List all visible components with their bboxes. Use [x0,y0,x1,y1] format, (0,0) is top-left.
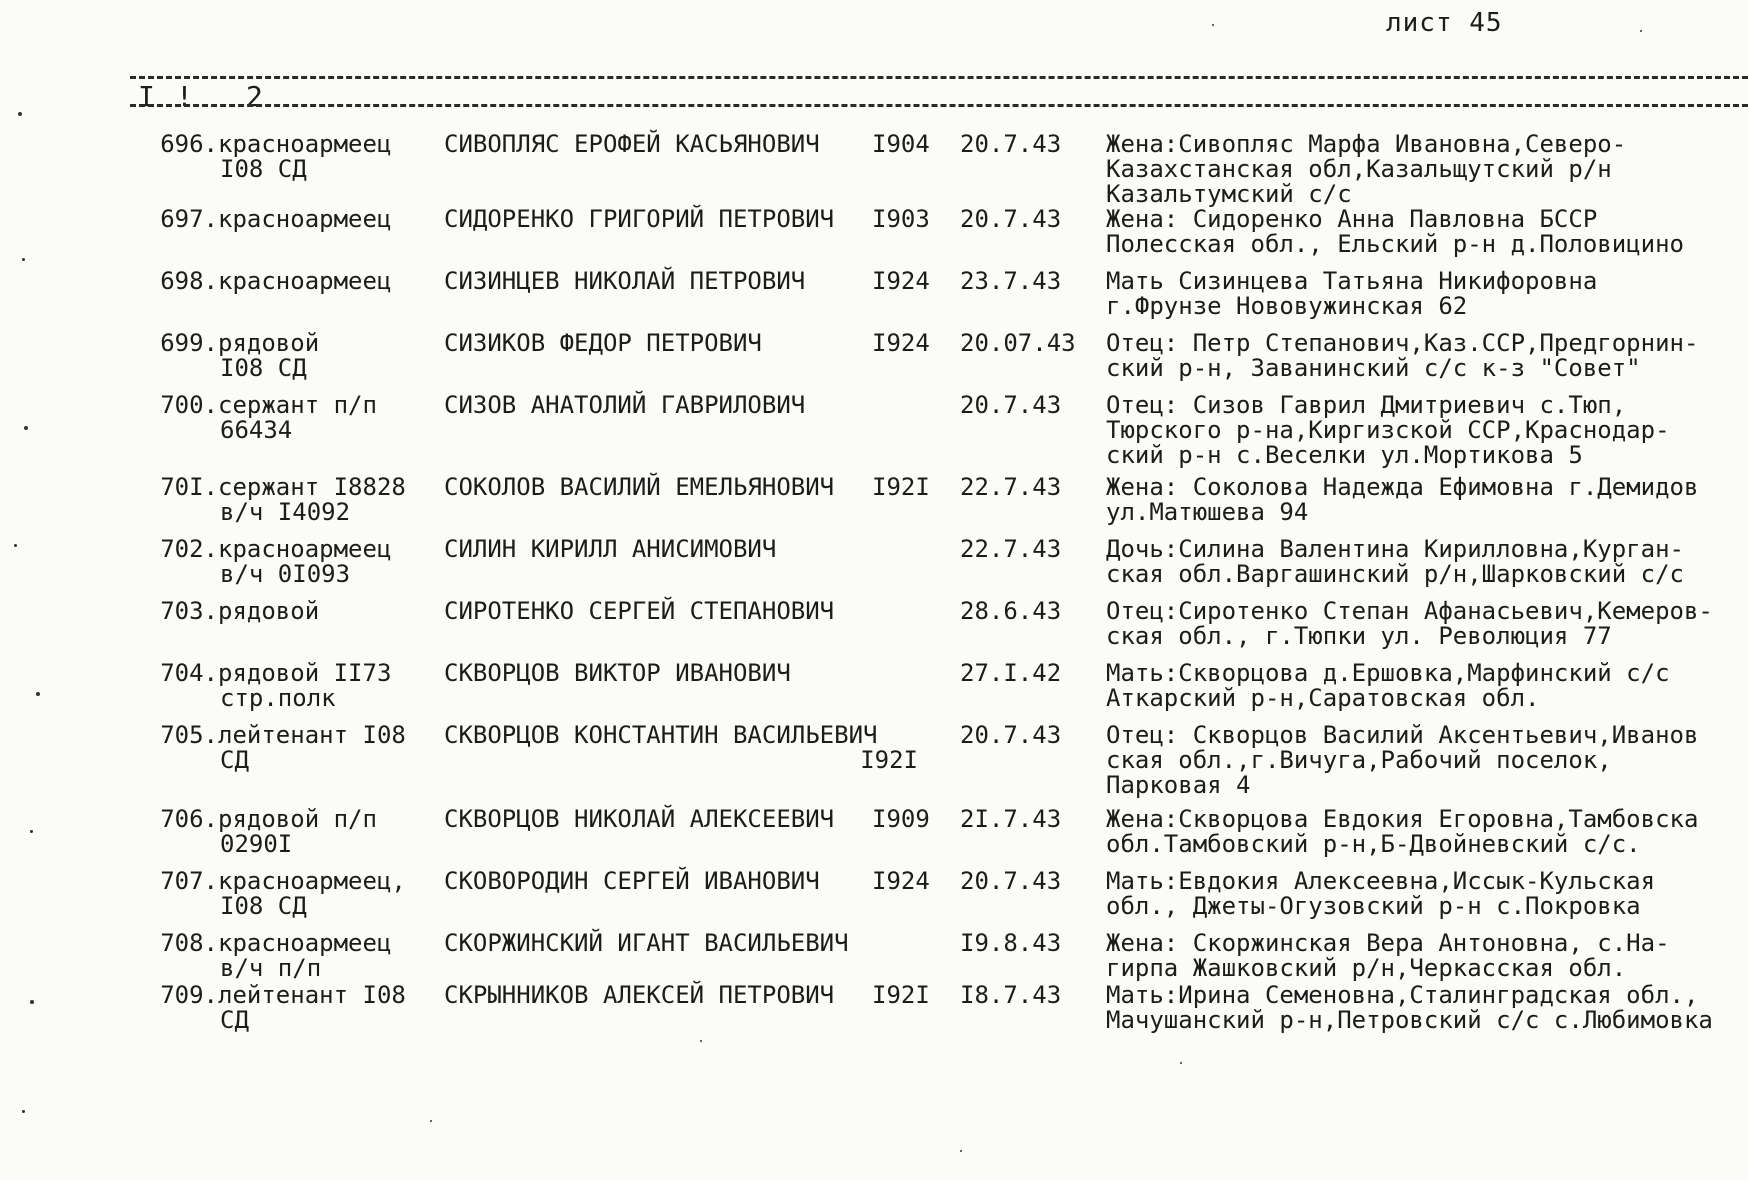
record-date: 27.I.42 [960,659,1062,687]
column-header-1: I [138,80,155,113]
record-rank [218,207,432,232]
record-full-name [444,723,924,773]
kin-line: Жена: Скоржинская Вера Антоновна, с.На- [1106,929,1670,957]
kin-line: Парковая 4 [1106,771,1251,799]
record-date: 20.7.43 [960,721,1062,749]
record-full-name [444,269,924,294]
rank-unit: в/ч п/п [220,954,322,982]
birth-year: I904 [872,130,930,158]
record-number: 696. [160,130,218,158]
record-rank [218,599,432,624]
kin-line: Казахстанская обл,Казальщутский р/н [1106,155,1612,183]
record-rank [218,869,432,919]
scan-speck [22,258,25,261]
birth-year: I924 [872,329,930,357]
kin-line: ский р-н, Заванинский с/с к-з "Совет" [1106,354,1641,382]
birth-year: I903 [872,205,930,233]
record-date: I8.7.43 [960,981,1062,1009]
rank-title: сержант I8828 [218,473,406,501]
rank-unit: СД [220,1006,249,1034]
next-of-kin [1106,807,1746,857]
next-of-kin [1106,983,1746,1033]
full-name-text: СКВОРЦОВ ВИКТОР ИВАНОВИЧ [444,659,791,687]
record-full-name [444,869,924,894]
record-rank [218,931,432,981]
full-name-text: СКОРЖИНСКИЙ ИГАНТ ВАСИЛЬЕВИЧ [444,929,849,957]
kin-line: ская обл.Варгашинский р/н,Шарковский с/с [1106,560,1684,588]
rank-title: красноармеец, [218,867,406,895]
record-number: 706. [160,805,218,833]
next-of-kin [1106,475,1746,525]
rank-unit: стр.полк [220,684,336,712]
sheet-number: лист 45 [1386,8,1503,38]
scan-speck [36,692,40,696]
rank-title: красноармеец [218,929,392,957]
birth-year: I92I [872,981,930,1009]
next-of-kin [1106,869,1746,919]
record-number: 709. [160,981,218,1009]
next-of-kin [1106,537,1746,587]
rank-title: рядовой II73 [218,659,392,687]
rank-unit: I08 СД [220,892,307,920]
rank-title: красноармеец [218,130,392,158]
full-name-text: СКРЫННИКОВ АЛЕКСЕЙ ПЕТРОВИЧ [444,981,835,1009]
record-date: 20.7.43 [960,391,1062,419]
scan-speck [960,1150,962,1152]
birth-year: I924 [872,867,930,895]
full-name-text: СКВОРЦОВ КОНСТАНТИН ВАСИЛЬЕВИЧ [444,721,878,749]
record-full-name [444,331,924,356]
full-name-text: СКВОРЦОВ НИКОЛАЙ АЛЕКСЕЕВИЧ [444,805,835,833]
record-rank [218,393,432,443]
record-rank [218,807,432,857]
record-date: 23.7.43 [960,267,1062,295]
scan-speck [18,112,22,116]
next-of-kin [1106,132,1746,207]
record-date: 22.7.43 [960,535,1062,563]
kin-line: Тюрского р-на,Киргизской ССР,Краснодар- [1106,416,1670,444]
scan-speck [14,544,17,547]
kin-line: Отец: Петр Степанович,Каз.ССР,Предгорнин- [1106,329,1699,357]
record-full-name [444,807,924,832]
record-full-name [444,661,924,686]
rank-title: сержант п/п [218,391,377,419]
record-full-name [444,599,924,624]
record-number: 705. [160,721,218,749]
rank-title: красноармеец [218,267,392,295]
kin-line: ский р-н с.Веселки ул.Мортикова 5 [1106,441,1583,469]
kin-line: Мать:Евдокия Алексеевна,Иссык-Кульская [1106,867,1656,895]
record-date: 22.7.43 [960,473,1062,501]
record-number: 708. [160,929,218,957]
next-of-kin [1106,931,1746,981]
kin-line: Жена: Соколова Надежда Ефимовна г.Демидов [1106,473,1699,501]
rank-title: лейтенант I08 [218,981,406,1009]
rank-unit: СД [220,746,249,774]
rank-title: рядовой [218,329,320,357]
column-header-2: 2 [246,80,263,113]
scan-speck [1640,30,1642,32]
kin-line: ская обл.,г.Вичуга,Рабочий поселок, [1106,746,1612,774]
birth-year: I924 [872,267,930,295]
kin-line: Жена:Скворцова Евдокия Егоровна,Тамбовска [1106,805,1699,833]
record-number: 697. [160,205,218,233]
record-date: 28.6.43 [960,597,1062,625]
record-full-name [444,475,924,500]
full-name-text: СИЗИКОВ ФЕДОР ПЕТРОВИЧ [444,329,762,357]
record-number: 699. [160,329,218,357]
scan-speck [30,830,33,833]
record-number: 707. [160,867,218,895]
next-of-kin [1106,207,1746,257]
column-header-separator: ! [176,80,193,113]
kin-line: Жена: Сидоренко Анна Павловна БССР [1106,205,1598,233]
rank-unit: I08 СД [220,155,307,183]
full-name-text: СИЛИН КИРИЛЛ АНИСИМОВИЧ [444,535,777,563]
rank-unit: 66434 [220,416,293,444]
rank-title: рядовой п/п [218,805,377,833]
scan-speck [430,1120,432,1122]
record-date: 2I.7.43 [960,805,1062,833]
kin-line: Жена:Сивопляс Марфа Ивановна,Северо- [1106,130,1627,158]
full-name-text: СИВОПЛЯС ЕРОФЕЙ КАСЬЯНОВИЧ [444,130,820,158]
next-of-kin [1106,269,1746,319]
record-rank [218,537,432,587]
rank-title: красноармеец [218,205,392,233]
scan-speck [1180,1062,1182,1064]
next-of-kin [1106,599,1746,649]
scan-speck [1212,24,1214,26]
record-full-name [444,931,924,956]
kin-line: ская обл., г.Тюпки ул. Революция 77 [1106,622,1612,650]
kin-line: Мать:Ирина Семеновна,Сталинградская обл., [1106,981,1699,1009]
full-name-text: СОКОЛОВ ВАСИЛИЙ ЕМЕЛЬЯНОВИЧ [444,473,835,501]
record-number: 704. [160,659,218,687]
record-full-name [444,393,924,418]
scan-speck [700,1040,702,1042]
kin-line: Мать:Скворцова д.Ершовка,Марфинский с/с [1106,659,1670,687]
record-number: 702. [160,535,218,563]
rank-unit: 0290I [220,830,293,858]
record-date: 20.7.43 [960,130,1062,158]
next-of-kin [1106,331,1746,381]
next-of-kin [1106,393,1746,468]
header-rule-bottom [130,104,1748,107]
birth-year-wrapped: I92I [860,746,918,774]
record-number: 700. [160,391,218,419]
next-of-kin [1106,661,1746,711]
kin-line: Отец:Сиротенко Степан Афанасьевич,Кемеров- [1106,597,1713,625]
record-full-name [444,132,924,157]
record-rank [218,661,432,711]
kin-line: Отец: Скворцов Василий Аксентьевич,Иванов [1106,721,1699,749]
kin-line: г.Фрунзе Нововужинская 62 [1106,292,1468,320]
rank-title: лейтенант I08 [218,721,406,749]
rank-unit: I08 СД [220,354,307,382]
kin-line: Аткарский р-н,Саратовская обл. [1106,684,1540,712]
record-number: 703. [160,597,218,625]
record-rank [218,269,432,294]
record-number: 698. [160,267,218,295]
record-rank [218,983,432,1033]
full-name-text: СИДОРЕНКО ГРИГОРИЙ ПЕТРОВИЧ [444,205,835,233]
record-rank [218,132,432,182]
full-name-text: СКОВОРОДИН СЕРГЕЙ ИВАНОВИЧ [444,867,820,895]
record-full-name [444,207,924,232]
record-date: 20.7.43 [960,205,1062,233]
rank-unit: в/ч 0I093 [220,560,351,588]
kin-line: ул.Матюшева 94 [1106,498,1309,526]
scan-speck [24,426,28,430]
full-name-text: СИРОТЕНКО СЕРГЕЙ СТЕПАНОВИЧ [444,597,835,625]
kin-line: Казальтумский с/с [1106,180,1352,208]
rank-unit: в/ч I4092 [220,498,351,526]
record-date: 20.7.43 [960,867,1062,895]
kin-line: Отец: Сизов Гаврил Дмитриевич с.Тюп, [1106,391,1627,419]
record-date: 20.07.43 [960,329,1076,357]
record-full-name [444,537,924,562]
rank-title: красноармеец [218,535,392,563]
record-full-name [444,983,924,1008]
birth-year: I92I [872,473,930,501]
rank-title: рядовой [218,597,320,625]
kin-line: Мать Сизинцева Татьяна Никифоровна [1106,267,1598,295]
full-name-text: СИЗОВ АНАТОЛИЙ ГАВРИЛОВИЧ [444,391,806,419]
kin-line: Дочь:Силина Валентина Кирилловна,Курган- [1106,535,1684,563]
kin-line: обл.Тамбовский р-н,Б-Двойневский с/с. [1106,830,1641,858]
header-rule-top [130,76,1748,79]
kin-line: Мачушанский р-н,Петровский с/с с.Любимовка [1106,1006,1713,1034]
record-number: 70I. [160,473,218,501]
full-name-text: СИЗИНЦЕВ НИКОЛАЙ ПЕТРОВИЧ [444,267,806,295]
record-date: I9.8.43 [960,929,1062,957]
kin-line: обл., Джеты-Огузовский р-н с.Покровка [1106,892,1641,920]
record-rank [218,475,432,525]
scan-speck [22,1110,25,1113]
next-of-kin [1106,723,1746,798]
kin-line: Полесская обл., Ельский р-н д.Половицино [1106,230,1684,258]
kin-line: гирпа Жашковский р/н,Черкасская обл. [1106,954,1627,982]
birth-year: I909 [872,805,930,833]
record-rank [218,723,432,773]
record-rank [218,331,432,381]
scan-speck [30,1000,34,1004]
